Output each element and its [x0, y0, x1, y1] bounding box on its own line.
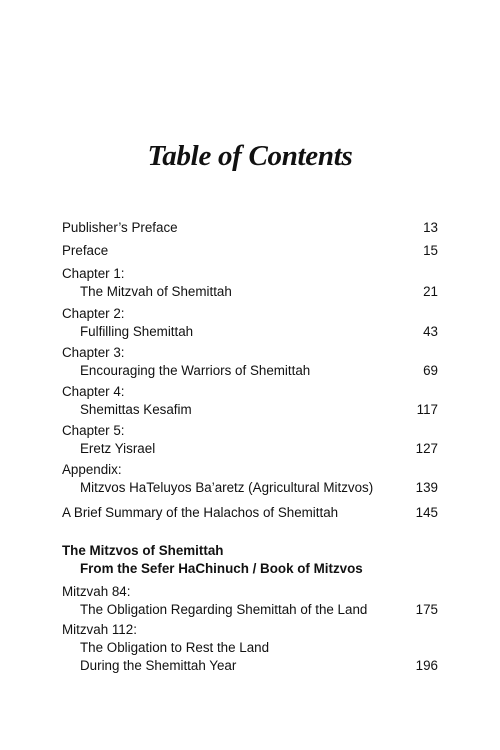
toc-entry-publishers-preface[interactable]: [62, 219, 438, 237]
toc-page-number: 69: [423, 363, 438, 378]
toc-entry-label: Chapter 5:: [62, 423, 125, 438]
toc-page-number: 13: [423, 220, 438, 235]
section-heading: [62, 542, 438, 578]
section-heading-title: The Mitzvos of Shemittah: [62, 543, 224, 558]
toc-entry-subtitle: The Obligation Regarding Shemittah of the Land: [80, 602, 368, 617]
toc-entry-label: Publisher’s Preface: [62, 220, 178, 235]
toc-page-number: 139: [415, 480, 438, 495]
toc-entry-subtitle: Encouraging the Warriors of Shemittah: [80, 363, 311, 378]
toc-page-number: 15: [423, 243, 438, 258]
toc-entry-label: Mitzvah 84:: [62, 584, 131, 599]
toc-entry-label: Chapter 4:: [62, 384, 125, 399]
toc-entry-chapter-3[interactable]: [62, 344, 438, 380]
toc-entry-brief-summary[interactable]: [62, 504, 438, 522]
toc-entry-chapter-1[interactable]: [62, 265, 438, 301]
toc-entry-chapter-4[interactable]: [62, 383, 438, 419]
toc-entry-label: Chapter 3:: [62, 345, 125, 360]
toc-entry-label: Appendix:: [62, 462, 122, 477]
toc-entry-mitzvah-112[interactable]: [62, 621, 438, 675]
toc-entry-appendix[interactable]: [62, 461, 438, 497]
toc-page-number: 196: [415, 658, 438, 673]
toc-page-number: 43: [423, 324, 438, 339]
toc-entry-label: Mitzvah 112:: [62, 622, 137, 637]
toc-entry-mitzvah-84[interactable]: [62, 583, 438, 619]
toc-page-number: 117: [416, 402, 438, 417]
toc-entry-chapter-2[interactable]: [62, 305, 438, 341]
toc-page-number: 145: [415, 505, 438, 520]
toc-entry-label: Chapter 1:: [62, 266, 125, 281]
toc-entry-chapter-5[interactable]: [62, 422, 438, 458]
toc-page-number: 127: [415, 441, 438, 456]
toc-page-number: 175: [415, 602, 438, 617]
toc-entry-subtitle: The Obligation to Rest the Land: [80, 640, 270, 655]
toc-page-number: 21: [423, 284, 438, 299]
toc-entry-subtitle: Mitzvos HaTeluyos Ba’aretz (Agricultural Mitzvos): [80, 480, 374, 495]
toc-entry-label: Preface: [62, 243, 109, 258]
toc-entry-label: A Brief Summary of the Halachos of Shemittah: [62, 505, 339, 520]
toc-entry-subtitle: Fulfilling Shemittah: [80, 324, 194, 339]
toc-entry-subtitle: Shemittas Kesafim: [80, 402, 192, 417]
page-title: Table of Contents: [147, 140, 353, 172]
toc-entry-subtitle: Eretz Yisrael: [80, 441, 156, 456]
toc-entry-label: Chapter 2:: [62, 306, 125, 321]
section-heading-subtitle: From the Sefer HaChinuch / Book of Mitzvos: [80, 561, 363, 576]
toc-entry-subtitle: The Mitzvah of Shemittah: [80, 284, 232, 299]
toc-entry-subtitle-continued: During the Shemittah Year: [80, 658, 237, 673]
toc-entry-preface[interactable]: [62, 242, 438, 260]
